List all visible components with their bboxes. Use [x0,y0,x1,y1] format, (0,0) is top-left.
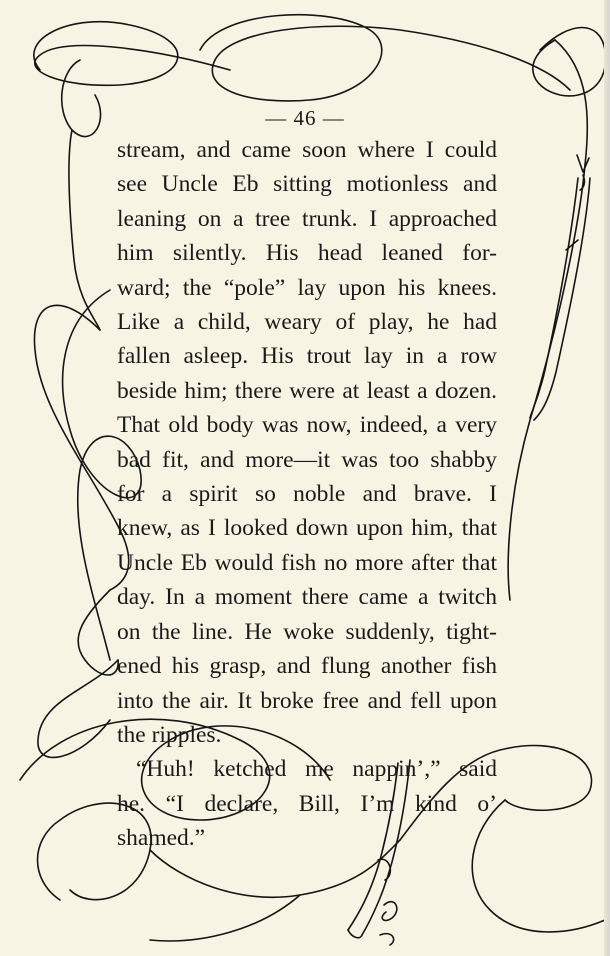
text-line: knew, as I looked down upon him, that [117,515,497,542]
text-line: him silently. His head leaned for- [117,240,497,267]
body-text [117,133,497,856]
text-line: into the air. It broke free and fell upon [117,687,497,714]
text-line: for a spirit so noble and brave. I [117,481,497,508]
text-line: Uncle Eb would fish no more after that [117,549,497,576]
text-line: leaning on a tree trunk. I approached [117,205,497,232]
text-line: see Uncle Eb sitting motionless and [117,171,497,198]
page-number: — 46 — [265,106,345,130]
text-line: he. “I declare, Bill, I’m kind o’ [117,790,497,817]
text-line: on the line. He woke suddenly, tight- [117,618,497,645]
text-line: the ripples. [117,721,222,748]
text-line: stream, and came soon where I could [117,137,497,163]
text-line: bad fit, and more—it was too shabby [117,446,497,473]
page-edge [604,0,610,956]
text-line: shamed.” [117,825,206,852]
text-line: beside him; there were at least a dozen. [117,377,497,404]
text-line: ened his grasp, and flung another fish [117,653,497,680]
text-line: “Huh! ketched me nappin’,” said [136,756,497,783]
text-line: Like a child, weary of play, he had [117,309,497,336]
text-line: fallen asleep. His trout lay in a row [117,343,497,370]
text-line: day. In a moment there came a twitch [117,584,497,611]
text-line: ward; the “pole” lay upon his knees. [117,274,497,301]
text-line: That old body was now, indeed, a very [117,412,497,439]
